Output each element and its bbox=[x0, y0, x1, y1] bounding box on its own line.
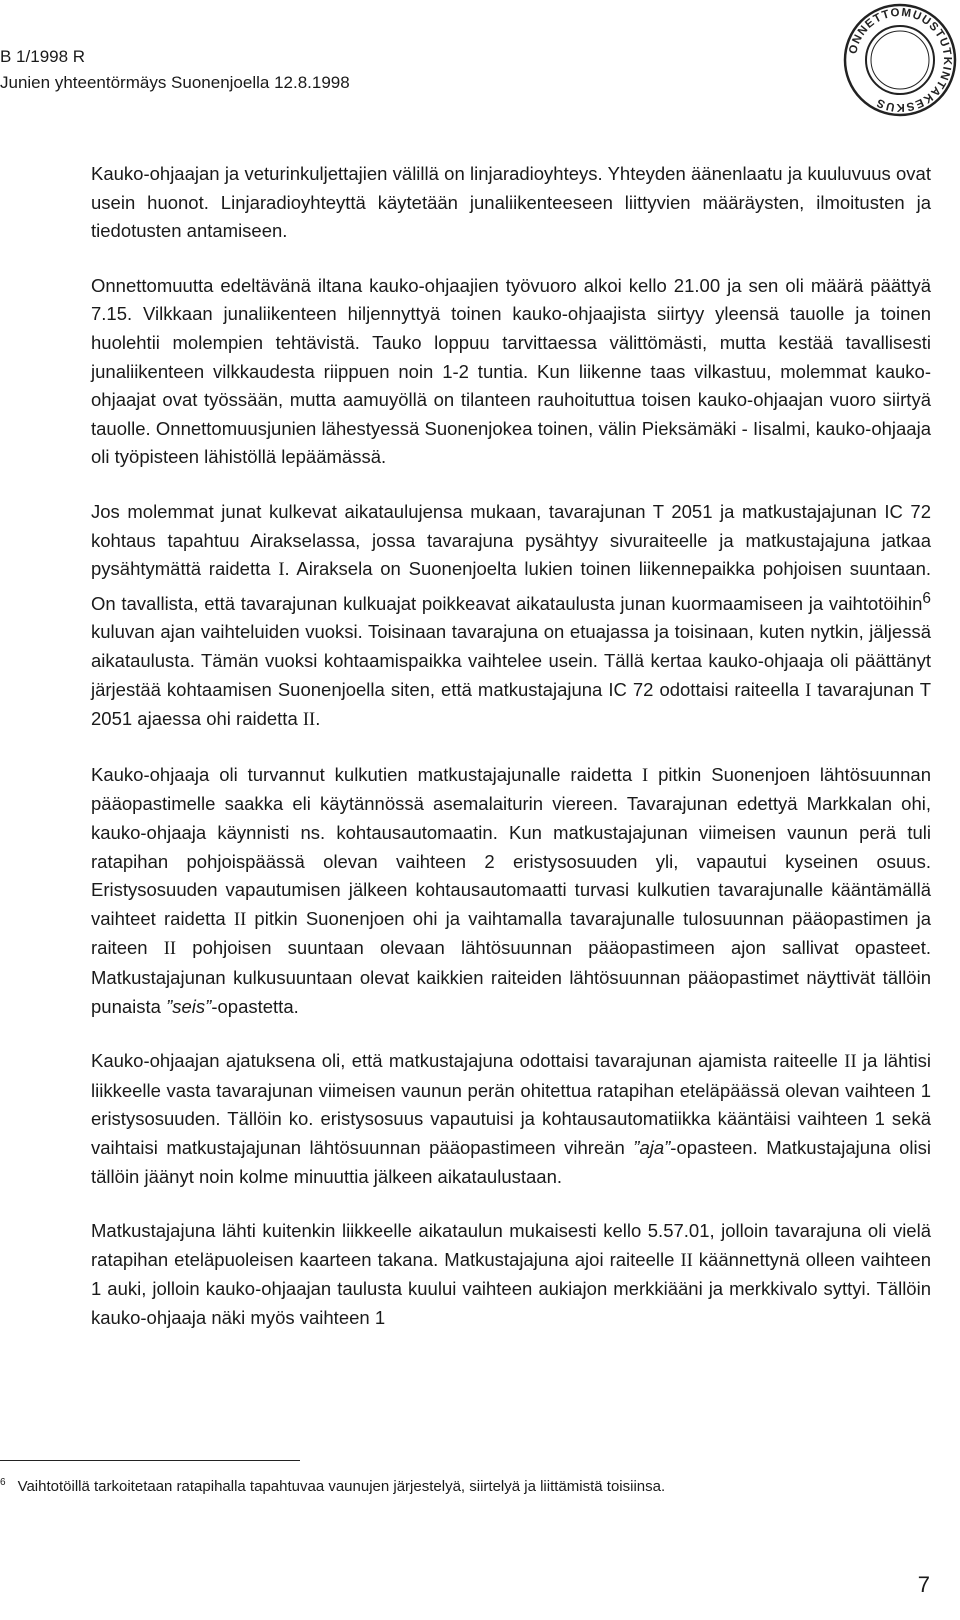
text-run: Jos molemmat junat kulkevat aikataulujensa mukaan, tavarajunan T 2051 ja matkustajajunan IC 72 kohtaus tapahtuu Airakselassa, jossa tavarajuna pysähtyy sivuraiteelle ja matkustajajuna jatkaa pysähtymättä raidetta bbox=[91, 500, 931, 580]
text-run: pitkin Suonenjoen ohi ja vaihtamalla tavarajunalle tulosuunnan pääopastimen ja raiteen bbox=[91, 907, 931, 959]
track-number: I bbox=[642, 765, 649, 786]
text-run: ja lähtisi liikkeelle vasta tavarajunan viimeisen vaunun perän ohitettua ratapihan eteläpäässä olevan vaihteen 1 eristysosuuden. Tällöin ko. eristysosuus vapautuisi ja kohtausautomatiikka kääntäisi vaihteen 1 sekä vaihtaisi matkustajajunan lähtösuunnan pääopastimeen vihreän bbox=[91, 1050, 931, 1158]
track-number: II bbox=[233, 909, 247, 930]
footnote-reference: 6 bbox=[922, 589, 931, 607]
paragraph-departure bbox=[91, 1217, 931, 1332]
footnote bbox=[0, 1472, 880, 1498]
text-run: -opastetta. bbox=[211, 995, 299, 1017]
paragraph-meeting-place bbox=[91, 498, 931, 735]
track-number: II bbox=[680, 1250, 693, 1271]
signal-name: ”seis” bbox=[166, 995, 212, 1017]
text-run: pitkin Suonenjoen lähtösuunnan pääopastimelle saakka eli käytännössä asemalaiturin viereen. Tavarajunan edettyä Markkalan ohi, kauko-ohjaaja käynnisti ns. kohtausautomaatin. Kun matkustajajunan viimeisen vaunun perä tuli ratapihan pohjoispäässä olevan vaihteen 2 eristysosuuden yli, vapautui kyseinen osuus. Eristysosuuden vapautumisen jälkeen kohtausautomaatti turvasi kulkutien tavarajunalle kääntämällä vaihteet raidetta bbox=[91, 763, 931, 929]
signal-name: ”aja” bbox=[633, 1136, 671, 1158]
text-run: -opasteen. Matkustajajuna olisi tällöin jäänyt noin kolme minuuttia jälkeen aikataulustaan. bbox=[91, 1136, 931, 1187]
report-id: B 1/1998 R bbox=[0, 47, 86, 66]
paragraph-operator-intent bbox=[91, 1047, 931, 1191]
text-run: kuluvan ajan vaihteluiden vuoksi. Toisinaan tavarajuna on etuajassa ja toisinaan, kuten nytkin, jäljessä aikataulusta. Tämän vuoksi kohtaamispaikka vaihtelee usein. Tällä kertaa kauko-ohjaaja oli päättänyt järjestää kohtaamisen Suonenjoella siten, että matkustajajuna IC 72 odottaisi raiteella bbox=[91, 621, 931, 700]
footnote-text: Vaihtotöillä tarkoitetaan ratapihalla tapahtuvaa vaunujen järjestelyä, siirtelyä ja liittämistä toisiinsa. bbox=[17, 1478, 666, 1495]
text-run: . bbox=[315, 708, 321, 730]
page-header bbox=[0, 44, 350, 96]
text-run: pohjoisen suuntaan olevaan lähtösuunnan pääopastimeen ajon sallivat opasteet. Matkustajajunan kulkusuuntaan olevat kaikkien raiteiden lähtösuunnan pääopastimet näyttivät tällöin punaista bbox=[91, 937, 931, 1017]
text-run: Matkustajajuna lähti kuitenkin liikkeelle aikataulun mukaisesti kello 5.57.01, jolloin tavarajuna oli vielä ratapihan eteläpuoleisen kaarteen takana. Matkustajajuna ajoi raiteelle bbox=[91, 1220, 931, 1270]
page-number: 7 bbox=[917, 1572, 930, 1597]
organization-seal-logo bbox=[842, 2, 958, 118]
footnote-divider bbox=[0, 1460, 300, 1461]
text-run: . Airaksela on Suonenjoelta lukien toinen liikennepaikka pohjoisen suuntaan. On tavallista, että tavarajunan kulkuajat poikkeavat aikataulusta junan kuormaamiseen ja vaihtotöihin bbox=[91, 558, 931, 614]
track-number: I bbox=[278, 560, 285, 581]
svg-text:ONNETTOMUUSTUTKINTAKESKUS: ONNETTOMUUSTUTKINTAKESKUS bbox=[847, 6, 954, 114]
text-run: Kauko-ohjaajan ajatuksena oli, että matkustajajuna odottaisi tavarajunan ajamista raiteelle bbox=[91, 1050, 845, 1072]
text-run: Kauko-ohjaaja oli turvannut kulkutien matkustajajunalle raidetta bbox=[91, 763, 643, 785]
text-run: käännettynä olleen vaihteen 1 auki, jolloin kauko-ohjaajan taulusta kuului vaihteen aukiajon merkkiääni ja merkkivalo syttyi. Tällöin kauko-ohjaaja näki myös vaihteen 1 bbox=[91, 1248, 932, 1328]
document-body bbox=[91, 160, 931, 1359]
track-number: II bbox=[163, 939, 177, 960]
track-number: II bbox=[302, 710, 316, 731]
paragraph-work-shift: Onnettomuutta edeltävänä iltana kauko-ohjaajien työvuoro alkoi kello 21.00 ja sen oli määrä päättyä 7.15. Vilkkaan junaliikenteen hiljennyttyä toinen kauko-ohjaajista siirtyy yleensä tauolle ja toinen huolehtii molempien tehtävistä. Tauko loppuu tarvittaessa välittömästi, mutta kestää tavallisesti junaliikenteen vilkkaudesta riippuen noin 1-2 tuntia. Kun liikenne taas vilkastuu, molemmat kauko-ohjaajat ovat työssään, mutta aamuyöllä on tilanteen rauhoituttua toisen kauko-ohjaajan vuoro siirtyä tauolle. Onnettomuusjunien lähestyessä Suonenjokea toinen, välin Pieksämäki - Iisalmi, kauko-ohjaaja oli työpisteen lähistöllä lepäämässä. bbox=[91, 274, 931, 468]
report-title: Junien yhteentörmäys Suonenjoella 12.8.1998 bbox=[0, 73, 350, 92]
footnote-number: 6 bbox=[0, 1477, 6, 1488]
track-number: II bbox=[844, 1052, 857, 1073]
paragraph-route-setting bbox=[91, 761, 931, 1021]
paragraph-radio-connection: Kauko-ohjaajan ja veturinkuljettajien välillä on linjaradioyhteys. Yhteyden äänenlaatu ja kuuluvuus ovat usein huonot. Linjaradioyhteyttä käytetään junaliikenteeseen liittyvien määräysten, ilmoitusten ja tiedotusten antamiseen. bbox=[91, 163, 931, 242]
track-number: I bbox=[805, 680, 812, 701]
text-run: tavarajunan T 2051 ajaessa ohi raidetta bbox=[91, 678, 931, 730]
